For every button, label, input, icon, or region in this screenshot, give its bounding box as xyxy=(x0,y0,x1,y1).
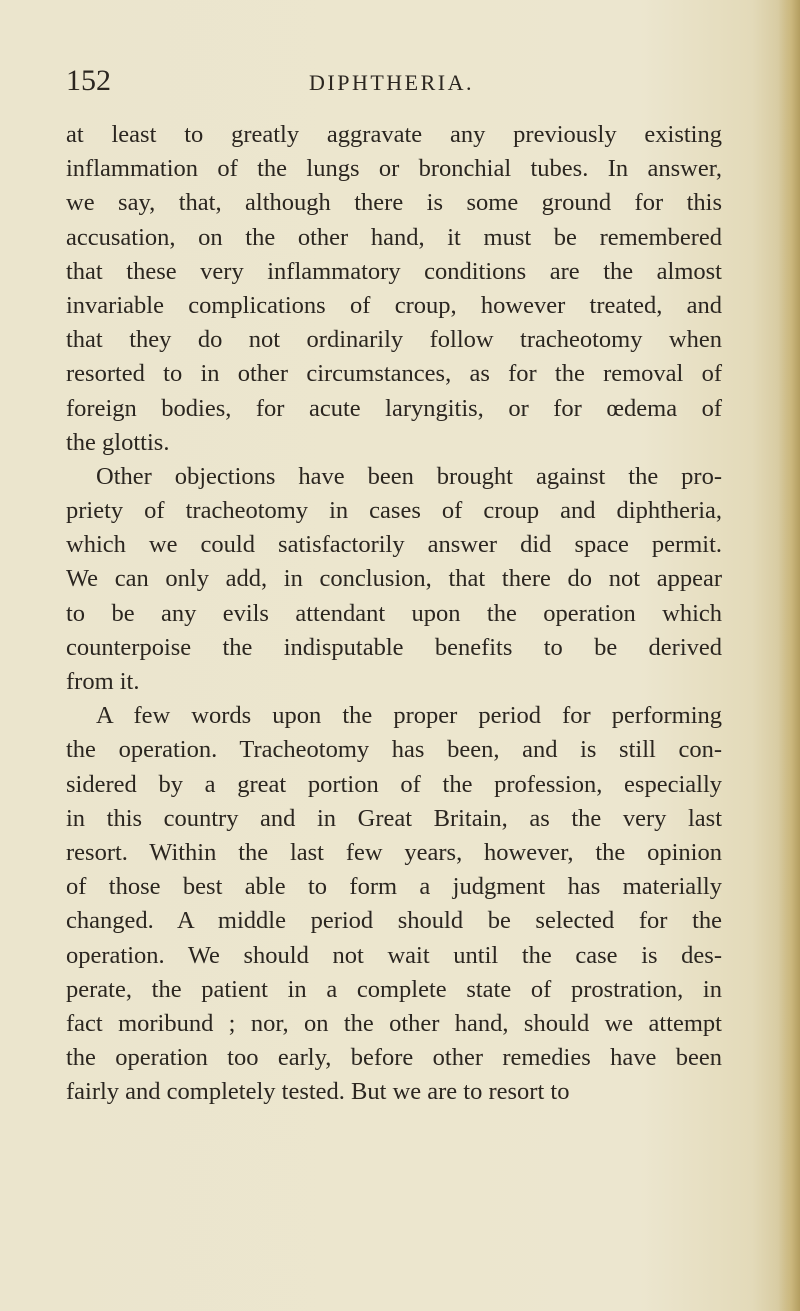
text-line: at least to greatly aggravate any previously existing xyxy=(66,121,722,148)
text-line: resorted to in other circumstances, as for the removal of xyxy=(66,360,722,388)
text-line: changed. A middle period should be selected for the xyxy=(66,907,722,935)
text-line: fact moribund ; nor, on the other hand, should we attempt xyxy=(66,1009,722,1037)
text-line: from it. xyxy=(66,668,140,695)
page-edge-shadow xyxy=(778,0,800,1311)
page-header xyxy=(66,64,718,98)
text-line: fairly and completely tested. But we are to resort to xyxy=(66,1078,570,1106)
text-line: perate, the patient in a complete state of prostration, in xyxy=(66,975,722,1003)
text-line: to be any evils attendant upon the operation which xyxy=(66,599,722,627)
text-line: operation. We should not wait until the case is des- xyxy=(66,941,722,969)
text-line: that they do not ordinarily follow tracheotomy when xyxy=(66,326,722,354)
body-text xyxy=(66,118,722,1109)
page-number: 152 xyxy=(66,64,111,97)
text-line: Other objections have been brought against the pro- xyxy=(96,462,722,490)
text-line: the operation. Tracheotomy has been, and is still con- xyxy=(66,736,722,764)
text-line: inflammation of the lungs or bronchial tubes. In answer, xyxy=(66,155,722,183)
text-line: that these very inflammatory conditions are the almost xyxy=(66,257,722,285)
text-line: of those best able to form a judgment has materially xyxy=(66,873,722,901)
text-line: we say, that, although there is some ground for this xyxy=(66,189,722,217)
text-line: resort. Within the last few years, however, the opinion xyxy=(66,838,722,866)
text-line: A few words upon the proper period for performing xyxy=(96,702,722,730)
text-line: accusation, on the other hand, it must be remembered xyxy=(66,223,722,251)
text-line: priety of tracheotomy in cases of croup and diphtheria, xyxy=(66,497,722,525)
text-line: foreign bodies, for acute laryngitis, or for œdema of xyxy=(66,394,722,422)
text-line: in this country and in Great Britain, as the very last xyxy=(66,804,722,832)
text-line: the operation too early, before other remedies have been xyxy=(66,1044,722,1072)
text-line: counterpoise the indisputable benefits to be derived xyxy=(66,633,722,661)
text-line: invariable complications of croup, however treated, and xyxy=(66,291,722,319)
text-line: We can only add, in conclusion, that there do not appear xyxy=(66,565,722,593)
running-head: DIPHTHERIA. xyxy=(309,70,474,95)
text-line: which we could satisfactorily answer did space permit. xyxy=(66,531,722,559)
text-line: the glottis. xyxy=(66,428,170,456)
text-line: sidered by a great portion of the profession, especially xyxy=(66,770,722,798)
